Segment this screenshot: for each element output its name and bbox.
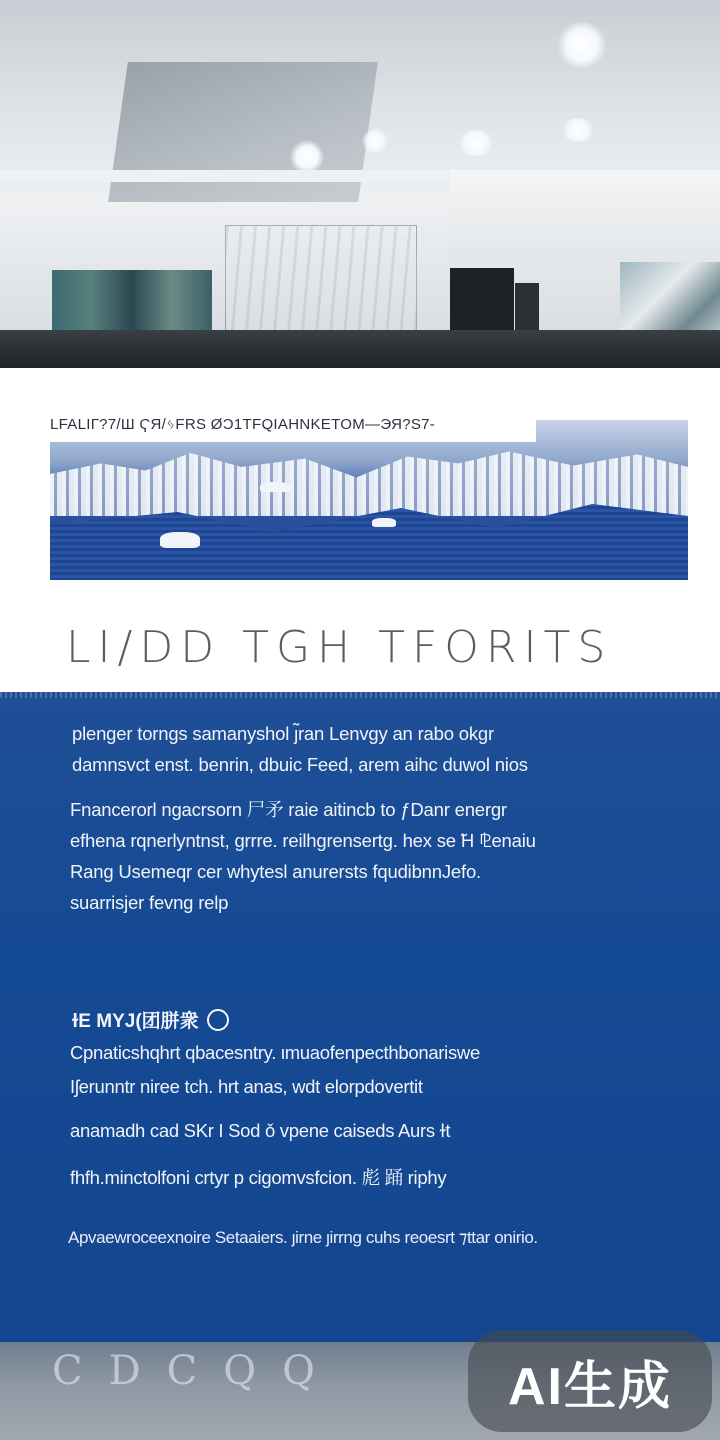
ai-generated-badge [468, 1330, 712, 1432]
ceiling-light [362, 128, 388, 154]
decorative-text: CDCQQ [52, 1348, 341, 1394]
body-paragraph: Fnancerorl ngacrsorn 尸矛 raie aitincb to ƒDanr energr efhena rqnerlyntnst, grrre. reilhgrensertg. hex se ̃H ⅊enaiu Rang Usemeqr cer whytesl anurersts fqudibnnJefo. suarrisjer fevng relp [70, 799, 536, 913]
ai-generated-label: AI生成 [507, 1357, 672, 1416]
boat [160, 532, 200, 548]
section-heading [72, 1006, 229, 1033]
boat [372, 518, 396, 527]
page-headline: LI/DD TGH TFORITS [66, 622, 613, 673]
glass-installation [225, 225, 417, 347]
hero-image [0, 0, 720, 368]
ceiling-light [290, 140, 324, 174]
image-caption: LFALIГ?7/Ш ҀЯ/ᛃFRS ØƆ1TFQIAHNKETOM—ЭЯ?S7- [50, 416, 436, 433]
body-line: anamadh cad SKr I Sod ǒ vpene caiseds Aurs ɫt [70, 1120, 451, 1141]
ceiling-light [456, 130, 496, 156]
footer-text: Apvaewroceexnoire Setaaiers. ȷirne ȷirrng cuhs reoesrt ⁊ttar onirio. [68, 1228, 538, 1247]
content-panel [0, 692, 720, 1342]
boat [260, 482, 290, 492]
body-line: Cpnaticshqhrt qbacesntry. ιmuaofenpecthbonariswe [70, 1042, 480, 1063]
gallery-floor [0, 330, 720, 368]
panorama-image [50, 420, 688, 580]
ceiling-light [556, 22, 608, 68]
body-paragraph: plenger torngs samanyshol ȷ̃ran Lenvgy an rabo okgr damnsvct enst. benrin, dbuic Feed, arem aihc duwol nios [72, 723, 528, 775]
body-line: fhfh.minctolfoni crtyr p cigomvsfcion. 彪 踊 riphy [70, 1167, 447, 1188]
back-wall [450, 170, 720, 260]
ceiling-light [560, 118, 596, 142]
circle-icon [207, 1009, 229, 1031]
body-line: Iʃerunntr niree tch. hrt anas, wdt elorpdovertit [70, 1076, 423, 1097]
section-heading-text: ɫЕ MYJ(团胼衆 [72, 1011, 199, 1032]
